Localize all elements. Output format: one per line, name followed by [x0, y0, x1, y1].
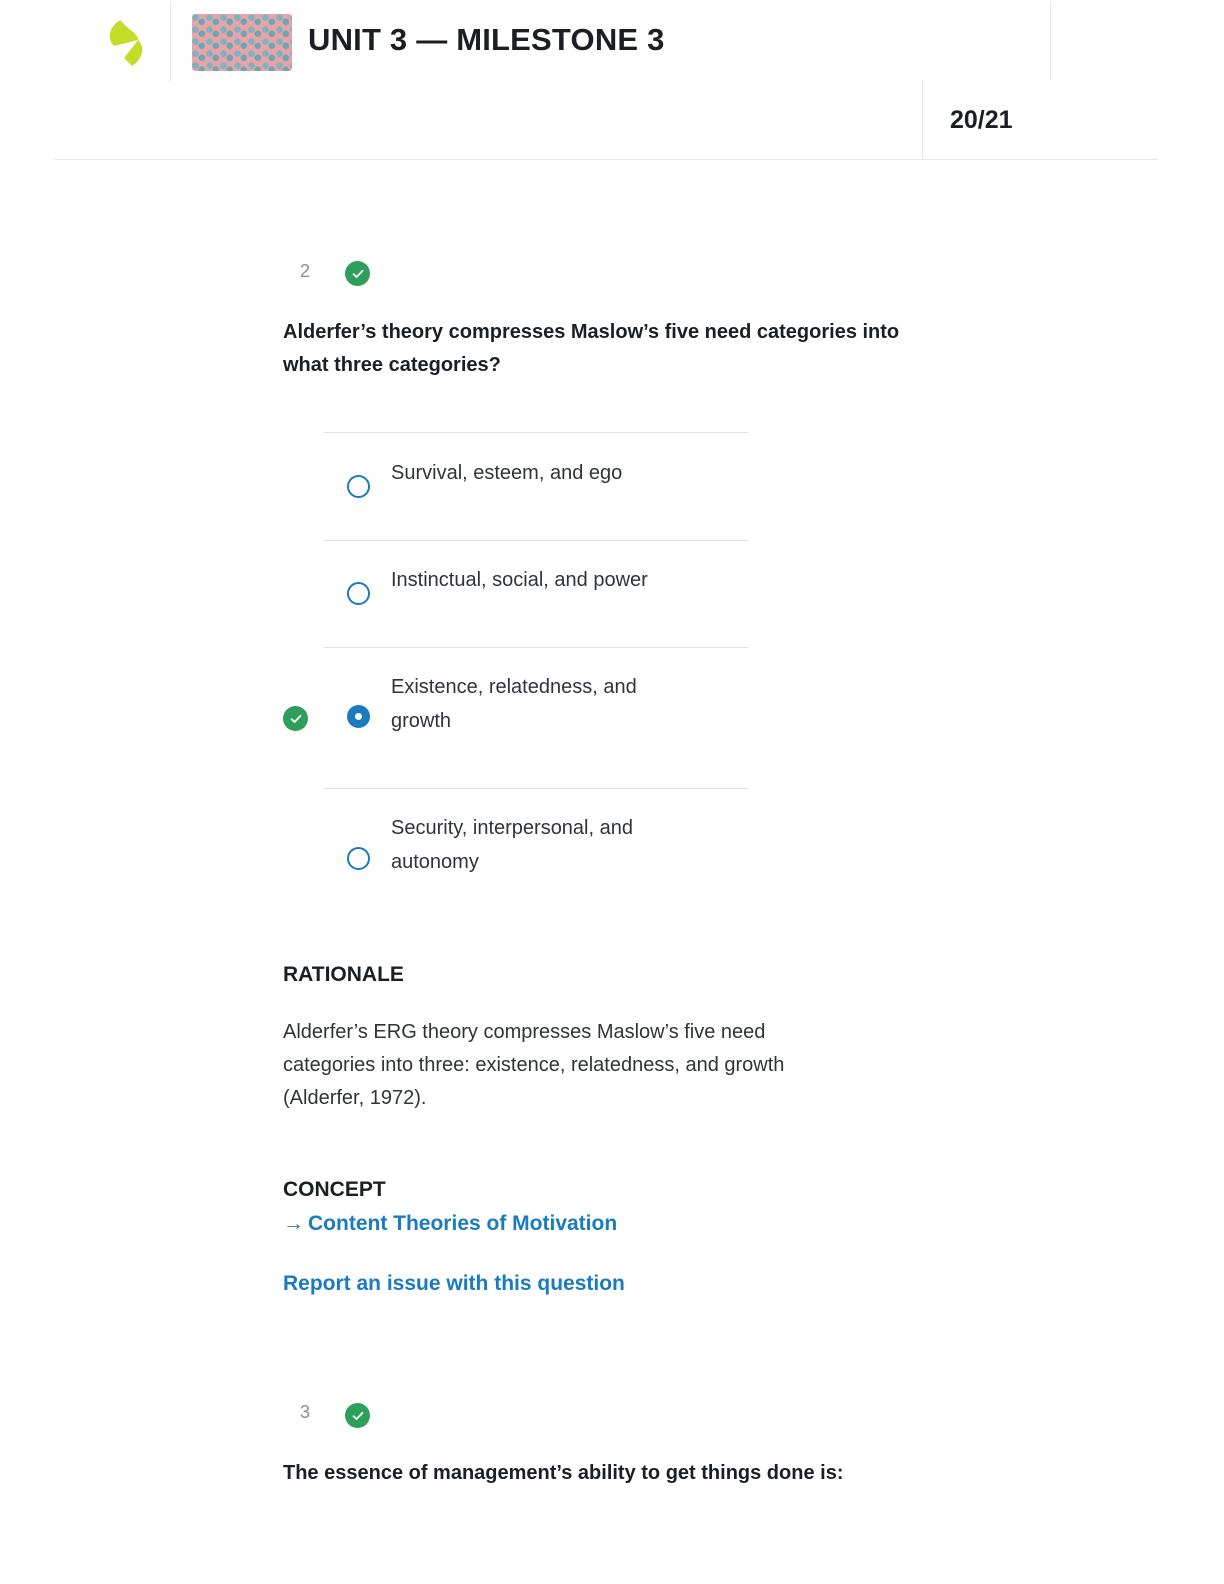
question-number: 3	[300, 1402, 311, 1422]
question-number: 2	[300, 261, 311, 281]
option-label[interactable]: Existence, relatedness, and growth	[391, 676, 637, 732]
header-bottom-border	[54, 159, 1158, 160]
page-title: UNIT 3 — MILESTONE 3	[308, 22, 665, 57]
arrow-right-icon: →	[283, 1212, 304, 1235]
header-divider	[1050, 2, 1051, 80]
radio-unchecked-icon[interactable]	[347, 847, 370, 870]
concept-link-label: Content Theories of Motivation	[308, 1212, 618, 1235]
check-circle-icon	[283, 706, 308, 731]
option-divider	[324, 647, 748, 648]
radio-unchecked-icon[interactable]	[347, 582, 370, 605]
logo-icon[interactable]	[104, 18, 148, 68]
question-text: Alderfer’s theory compresses Maslow’s five need categories into what three categories?	[283, 321, 900, 376]
score-counter: 20/21	[950, 106, 1013, 134]
rationale-heading: RATIONALE	[283, 963, 404, 986]
radio-unchecked-icon[interactable]	[347, 475, 370, 498]
header-divider	[170, 2, 171, 82]
option-label[interactable]: Instinctual, social, and power	[391, 569, 648, 591]
option-divider	[324, 788, 748, 789]
question-text: The essence of management’s ability to get things done is:	[283, 1462, 844, 1484]
option-label[interactable]: Survival, esteem, and ego	[391, 462, 623, 484]
concept-link[interactable]	[283, 1212, 617, 1236]
check-circle-icon	[345, 1403, 370, 1428]
report-issue-link[interactable]: Report an issue with this question	[283, 1272, 625, 1295]
option-divider	[324, 432, 748, 433]
option-divider	[324, 540, 748, 541]
radio-checked-icon[interactable]	[347, 705, 370, 728]
check-circle-icon	[345, 261, 370, 286]
score-divider	[922, 80, 923, 160]
option-label[interactable]: Security, interpersonal, and autonomy	[391, 817, 633, 873]
course-thumbnail	[192, 14, 292, 71]
rationale-text: Alderfer’s ERG theory compresses Maslow’s five need categories into three: existence, relatedness, and growth (Alderfer, 1972).	[283, 1021, 785, 1109]
concept-heading: CONCEPT	[283, 1178, 386, 1201]
